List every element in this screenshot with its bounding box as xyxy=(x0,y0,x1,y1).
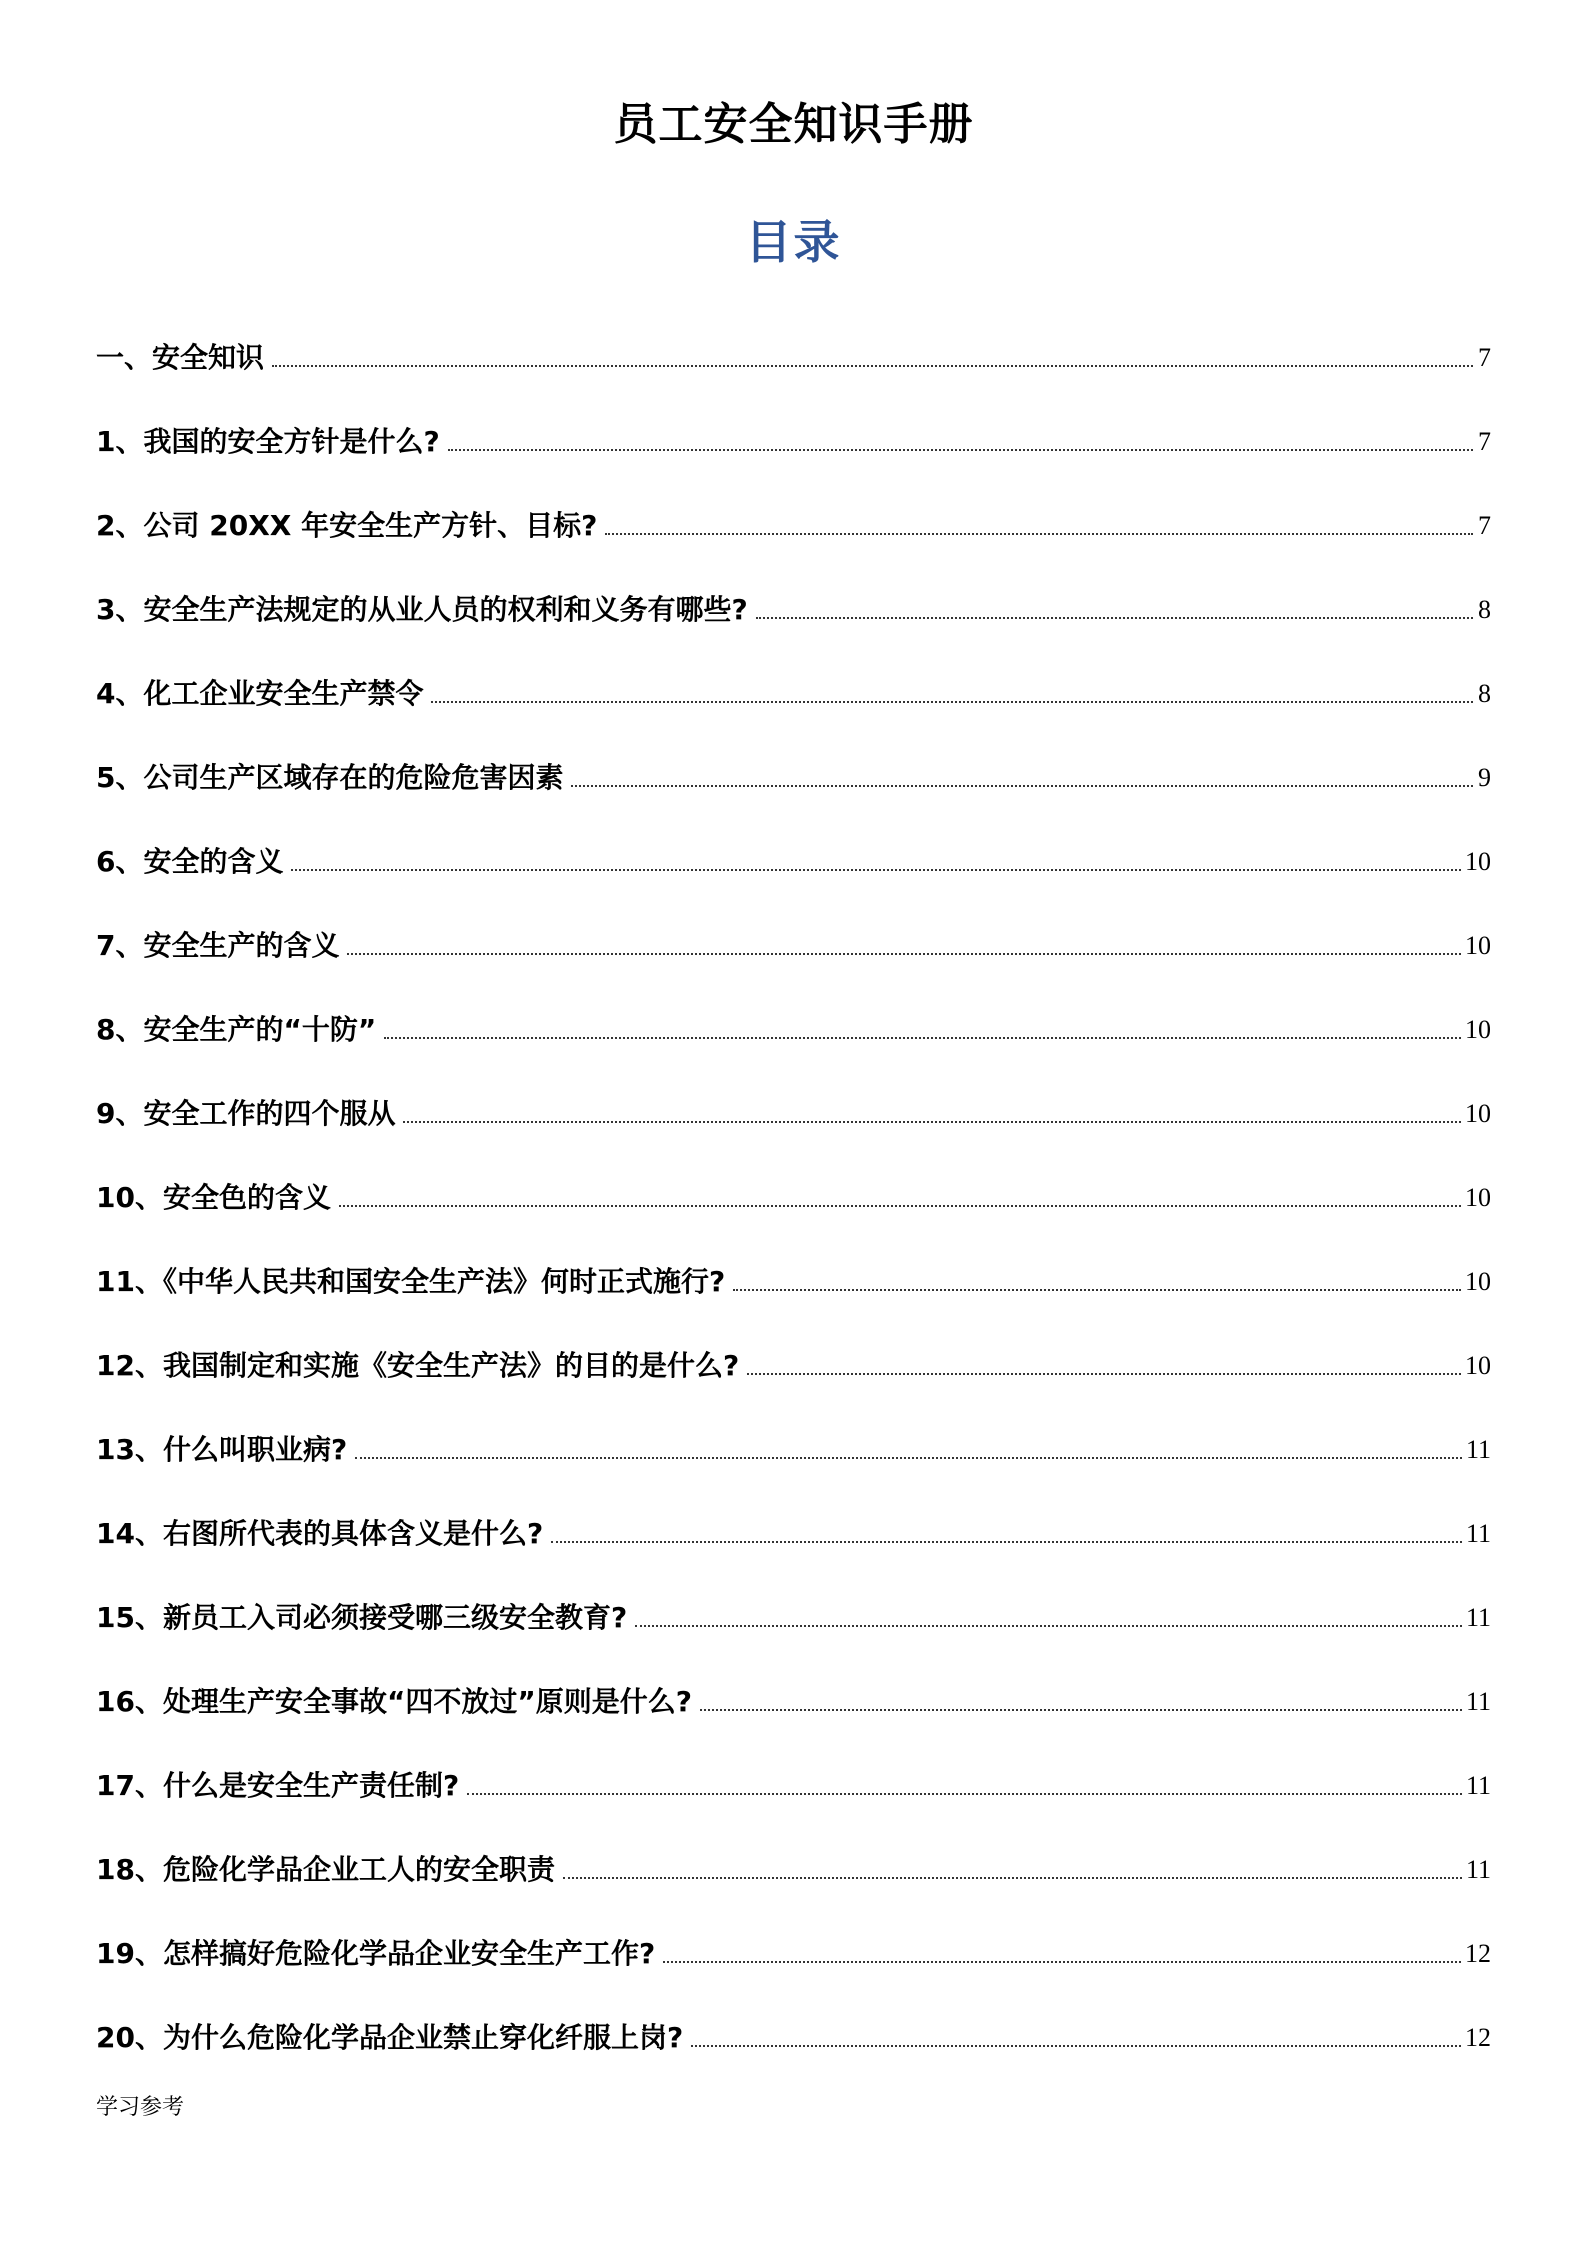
toc-entry[interactable] xyxy=(96,468,1491,552)
toc-page-number: 11 xyxy=(1465,1519,1491,1548)
toc-entry[interactable] xyxy=(96,636,1491,720)
toc-page-number: 10 xyxy=(1465,1015,1491,1044)
toc-dot-leader xyxy=(339,1204,1461,1207)
document-title: 员工安全知识手册 xyxy=(613,99,974,150)
toc-entry[interactable] xyxy=(96,1644,1491,1728)
toc-entry-title: 7、安全生产的含义 xyxy=(96,929,340,962)
toc-dot-leader xyxy=(355,1456,1462,1459)
toc-entry-title: 3、安全生产法规定的从业人员的权利和义务有哪些? xyxy=(96,593,748,626)
toc-dot-leader xyxy=(291,868,1461,871)
toc-dot-leader xyxy=(756,616,1473,619)
toc-dot-leader xyxy=(272,364,1473,367)
toc-page-number: 11 xyxy=(1465,1771,1491,1800)
toc-entry[interactable] xyxy=(96,1308,1491,1392)
toc-entry-title: 4、化工企业安全生产禁令 xyxy=(96,677,424,710)
toc-dot-leader xyxy=(747,1372,1461,1375)
toc-page-number: 10 xyxy=(1465,1351,1491,1380)
toc-entry[interactable] xyxy=(96,972,1491,1056)
toc-page-number: 12 xyxy=(1465,1939,1491,1968)
toc-dot-leader xyxy=(635,1624,1462,1627)
toc-page-number: 10 xyxy=(1465,1267,1491,1296)
toc-entry[interactable] xyxy=(96,888,1491,972)
toc-entry-title: 9、安全工作的四个服从 xyxy=(96,1097,396,1130)
toc-page-number: 12 xyxy=(1465,2023,1491,2052)
toc-entry-title: 2、公司 20XX 年安全生产方针、目标? xyxy=(96,509,598,542)
toc-entry[interactable] xyxy=(96,552,1491,636)
toc-entry-title: 14、右图所代表的具体含义是什么? xyxy=(96,1517,544,1550)
toc-heading: 目录 xyxy=(745,215,842,269)
toc-entry[interactable] xyxy=(96,1980,1491,2064)
toc-page-number: 11 xyxy=(1465,1435,1491,1464)
toc-entry[interactable] xyxy=(96,1728,1491,1812)
toc-page-number: 7 xyxy=(1478,343,1491,372)
toc-entry-title: 18、危险化学品企业工人的安全职责 xyxy=(96,1853,555,1886)
toc-entry[interactable] xyxy=(96,1476,1491,1560)
toc-entry[interactable] xyxy=(96,1392,1491,1476)
toc-entry[interactable] xyxy=(96,1056,1491,1140)
toc-dot-leader xyxy=(551,1540,1462,1543)
toc-dot-leader xyxy=(700,1708,1462,1711)
toc-page-number: 7 xyxy=(1478,427,1491,456)
toc-entry[interactable] xyxy=(96,1140,1491,1224)
table-of-contents xyxy=(96,300,1491,2064)
toc-page-number: 7 xyxy=(1478,511,1491,540)
toc-dot-leader xyxy=(691,2044,1461,2047)
toc-dot-leader xyxy=(384,1036,1461,1039)
toc-page-number: 10 xyxy=(1465,847,1491,876)
toc-page-number: 10 xyxy=(1465,931,1491,960)
toc-entry-title: 16、处理生产安全事故“四不放过”原则是什么? xyxy=(96,1685,693,1718)
toc-entry[interactable] xyxy=(96,1560,1491,1644)
toc-entry-title: 12、我国制定和实施《安全生产法》的目的是什么? xyxy=(96,1349,740,1382)
toc-page-number: 11 xyxy=(1465,1603,1491,1632)
toc-dot-leader xyxy=(347,952,1461,955)
toc-entry-title: 1、我国的安全方针是什么? xyxy=(96,425,440,458)
toc-dot-leader xyxy=(563,1876,1462,1879)
toc-entry-title: 10、安全色的含义 xyxy=(96,1181,331,1214)
toc-entry[interactable] xyxy=(96,300,1491,384)
toc-entry-title: 19、怎样搞好危险化学品企业安全生产工作? xyxy=(96,1937,656,1970)
toc-page-number: 11 xyxy=(1465,1687,1491,1716)
toc-page-number: 8 xyxy=(1478,679,1491,708)
toc-entry-title: 17、什么是安全生产责任制? xyxy=(96,1769,460,1802)
toc-entry-title: 20、为什么危险化学品企业禁止穿化纤服上岗? xyxy=(96,2021,684,2054)
toc-entry[interactable] xyxy=(96,1812,1491,1896)
toc-page-number: 8 xyxy=(1478,595,1491,624)
toc-dot-leader xyxy=(467,1792,1462,1795)
toc-entry-title: 13、什么叫职业病? xyxy=(96,1433,348,1466)
toc-entry[interactable] xyxy=(96,804,1491,888)
toc-dot-leader xyxy=(448,448,1473,451)
toc-page-number: 11 xyxy=(1465,1855,1491,1884)
toc-dot-leader xyxy=(663,1960,1461,1963)
toc-page-number: 10 xyxy=(1465,1183,1491,1212)
toc-entry[interactable] xyxy=(96,720,1491,804)
toc-entry[interactable] xyxy=(96,1224,1491,1308)
toc-dot-leader xyxy=(431,700,1473,703)
toc-entry-title: 8、安全生产的“十防” xyxy=(96,1013,377,1046)
toc-dot-leader xyxy=(403,1120,1461,1123)
toc-entry-title: 15、新员工入司必须接受哪三级安全教育? xyxy=(96,1601,628,1634)
toc-dot-leader xyxy=(605,532,1473,535)
toc-entry[interactable] xyxy=(96,1896,1491,1980)
toc-page-number: 10 xyxy=(1465,1099,1491,1128)
page-footer: 学习参考 xyxy=(96,2095,185,2120)
toc-dot-leader xyxy=(571,784,1473,787)
toc-entry[interactable] xyxy=(96,384,1491,468)
toc-entry-title: 5、公司生产区域存在的危险危害因素 xyxy=(96,761,564,794)
toc-entry-title: 一、安全知识 xyxy=(96,341,265,374)
toc-page-number: 9 xyxy=(1478,763,1491,792)
toc-entry-title: 11、《中华人民共和国安全生产法》何时正式施行? xyxy=(96,1265,726,1298)
toc-entry-title: 6、安全的含义 xyxy=(96,845,284,878)
toc-dot-leader xyxy=(733,1288,1461,1291)
